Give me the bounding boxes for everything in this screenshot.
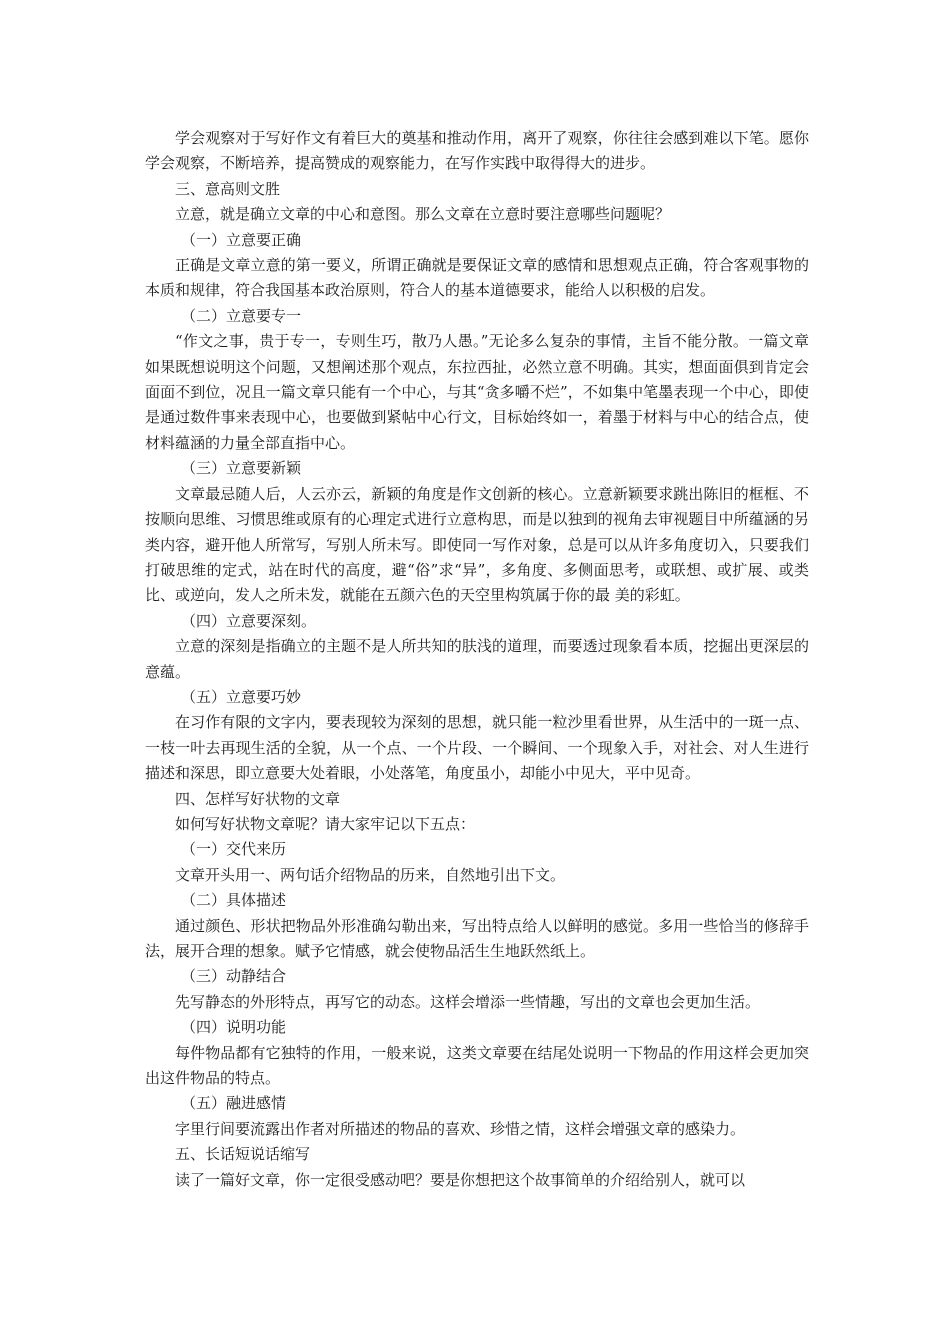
subsection-heading: （四）说明功能 <box>181 1018 287 1037</box>
subsection-heading: （一）交代来历 <box>181 840 287 859</box>
paragraph: 正确是文章立意的第一要义，所谓正确就是要保证文章的感情和思想观点正确，符合客观事物的本质和规律，符合我国基本政治原则，符合人的基本道德要求，能给人以积极的启发。 <box>145 256 809 300</box>
paragraph: 如何写好状物文章呢？请大家牢记以下五点： <box>175 814 476 833</box>
paragraph: 文章开头用一、两句话介绍物品的历来，自然地引出下文。 <box>175 865 566 884</box>
subsection-heading: （二）具体描述 <box>181 891 287 910</box>
paragraph: 学会观察对于写好作文有着巨大的奠基和推动作用，离开了观察，你往往会感到难以下笔。愿你学会观察，不断培养，提高赞成的观察能力，在写作实践中取得得大的进步。 <box>145 129 809 173</box>
subsection-heading: （五）融进感情 <box>181 1094 287 1113</box>
subsection-heading: （四）立意要深刻。 <box>181 611 317 630</box>
paragraph: 通过颜色、形状把物品外形准确勾勒出来，写出特点给人以鲜明的感觉。多用一些恰当的修辞手法，展开合理的想象。赋予它情感，就会使物品活生生地跃然纸上。 <box>145 916 809 960</box>
paragraph: 读了一篇好文章，你一定很受感动吧？要是你想把这个故事简单的介绍给别人，就可以 <box>175 1170 746 1189</box>
section-heading: 三、意高则文胜 <box>175 179 281 198</box>
paragraph: 立意，就是确立文章的中心和意图。那么文章在立意时要注意哪些问题呢？ <box>175 205 671 224</box>
paragraph: 文章最忌随人后，人云亦云，新颖的角度是作文创新的核心。立意新颖要求跳出陈旧的框框、不按顺向思维、习惯思维或原有的心理定式进行立意构思，而是以独到的视角去审视题目中所蕴涵的另类内容，避开他人所常写，写别人所未写。即使同一写作对象，总是可以从许多角度切入，只要我们打破思维的定式，站在时代的高度，避“俗”求“异”，多角度、多侧面思考，或联想、或扩展、或类比、或逆向，发人之所未发，就能在五颜六色的天空里构筑属于你的最 美的彩虹。 <box>145 484 809 605</box>
paragraph: “作文之事，贵于专一，专则生巧，散乃人愚。”无论多么复杂的事情，主旨不能分散。一篇文章如果既想说明这个问题，又想阐述那个观点，东拉西扯，必然立意不明确。其实，想面面俱到肯定会面面不到位，况且一篇文章只能有一个中心，与其“贪多嚼不烂”，不如集中笔墨表现一个中心，即使是通过数件事来表现中心，也要做到紧帖中心行文，目标始终如一，着墨于材料与中心的结合点，使材料蕴涵的力量全部直指中心。 <box>145 332 809 452</box>
section-heading: 五、长话短说话缩写 <box>175 1145 311 1164</box>
subsection-heading: （三）立意要新颖 <box>181 459 302 478</box>
subsection-heading: （二）立意要专一 <box>181 306 302 325</box>
paragraph: 先写静态的外形特点，再写它的动态。这样会增添一些情趣，写出的文章也会更加生活。 <box>175 992 761 1011</box>
paragraph: 每件物品都有它独特的作用，一般来说，这类文章要在结尾处说明一下物品的作用这样会更加突出这件物品的特点。 <box>145 1043 809 1088</box>
section-heading: 四、怎样写好状物的文章 <box>175 789 341 808</box>
subsection-heading: （三）动静结合 <box>181 967 287 986</box>
paragraph: 在习作有限的文字内，要表现较为深刻的思想，就只能一粒沙里看世界，从生活中的一斑一点、一枝一叶去再现生活的全貌，从一个点、一个片段、一个瞬间、一个现象入手，对社会、对人生进行描述和深思，即立意要大处着眼，小处落笔，角度虽小，却能小中见大，平中见奇。 <box>145 713 809 783</box>
paragraph: 立意的深刻是指确立的主题不是人所共知的肤浅的道理，而要透过现象看本质，挖掘出更深层的意蕴。 <box>145 637 809 681</box>
subsection-heading: （一）立意要正确 <box>181 230 302 249</box>
document-body <box>145 126 809 1193</box>
subsection-heading: （五）立意要巧妙 <box>181 687 302 706</box>
paragraph: 字里行间要流露出作者对所描述的物品的喜欢、珍惜之情，这样会增强文章的感染力。 <box>175 1119 746 1138</box>
